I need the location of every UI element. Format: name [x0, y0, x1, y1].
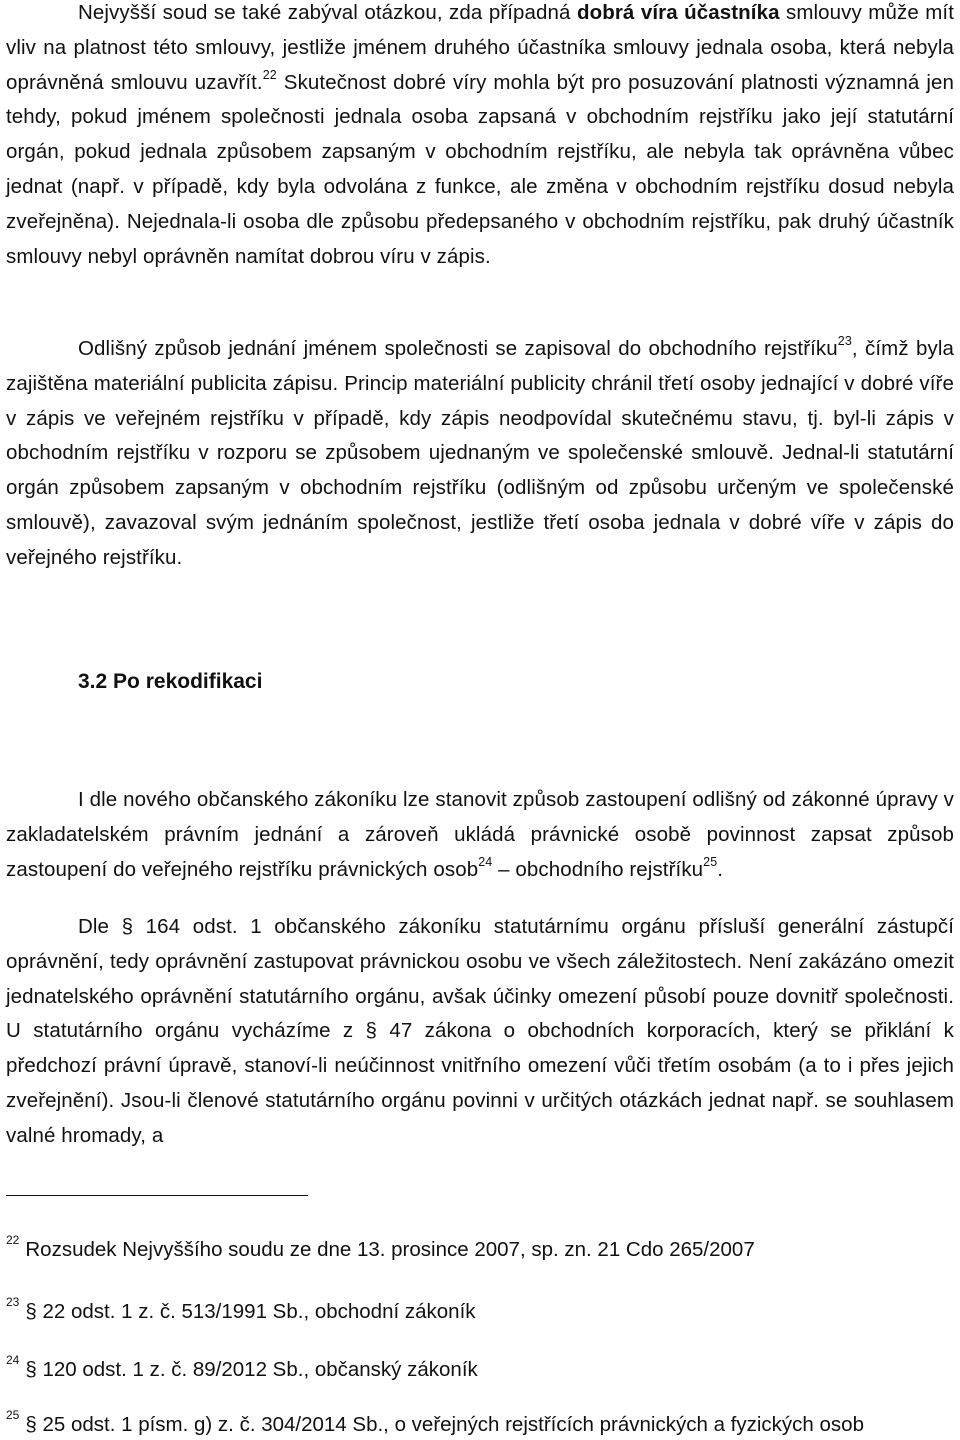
- footnote-text: Rozsudek Nejvyššího soudu ze dne 13. prosince 2007, sp. zn. 21 Cdo 265/2007: [25, 1238, 755, 1261]
- footnote-23: [6, 1297, 476, 1327]
- footnote-number: 22: [6, 1233, 20, 1248]
- paragraph-text: Skutečnost dobré víry mohla být pro posuzování platnosti významná jen tehdy, pokud jménem společnosti jednala osoba zapsaná v obchodním rejstříku jako její statutární orgán, pokud jednala způsobem zapsaným v obchodním rejstříku, ale nebyla tak oprávněna vůbec jednat (např. v případě, kdy byla odvolána z funkce, ale změna v obchodním rejstříku dosud nebyla zveřejněna). Nejednala-li osoba dle způsobu předepsaného v obchodním rejstříku, pak druhý účastník smlouvy nebyl oprávněn namítat dobrou víru v zápis.: [6, 70, 954, 268]
- footnote-ref-22[interactable]: 22: [262, 67, 277, 82]
- footnote-ref-25[interactable]: 25: [703, 854, 718, 869]
- paragraph-text: Odlišný způsob jednání jménem společnosti se zapisoval do obchodního rejstříku: [78, 337, 838, 360]
- section-heading: [78, 665, 262, 699]
- footnote-ref-23[interactable]: 23: [837, 334, 852, 349]
- section-number: 3.2: [78, 670, 108, 693]
- footnote-separator: [6, 1195, 308, 1196]
- paragraph-statutory-body: Dle § 164 odst. 1 občanského zákoníku statutárnímu orgánu přísluší generální zástupčí oprávnění, tedy oprávnění zastupovat právnickou osobu ve všech záležitostech. Není zakázáno omezit jednatelského oprávnění statutárního orgánu, avšak účinky omezení působí pouze dovnitř společnosti. U statutárního orgánu vycházíme z § 47 zákona o obchodních korporacích, který se přiklání k předchozí právní úpravě, stanoví-li neúčinnost vnitřního omezení vůči třetím osobám (a to i přes jejich zveřejnění). Jsou-li členové statutárního orgánu povinni v určitých otázkách jednat např. se souhlasem valné hromady, a: [6, 915, 954, 1147]
- section-title: Po rekodifikaci: [113, 670, 263, 693]
- paragraph-text: Nejvyšší soud se také zabýval otázkou, zda případná: [78, 1, 577, 24]
- footnote-24: [6, 1355, 478, 1385]
- footnote-number: 25: [6, 1408, 20, 1423]
- paragraph-text: – obchodního rejstříku: [492, 857, 704, 881]
- footnote-22: [6, 1235, 755, 1265]
- paragraph-publicity: [6, 332, 954, 576]
- paragraph-recodification: [6, 783, 954, 887]
- bold-term: dobrá víra účastníka: [576, 1, 780, 24]
- footnote-number: 24: [6, 1353, 20, 1368]
- footnote-25: [6, 1410, 864, 1440]
- paragraph-text: smlouvy může mít vliv na platnost této smlouvy, jestliže jménem druhého účastníka smlouvy jednala osoba, která nebyla oprávněná smlouvu uzavřít.: [6, 1, 954, 94]
- paragraph-text: .: [717, 857, 724, 881]
- paragraph-text: I dle nového občanského zákoníku lze stanovit způsob zastoupení odlišný od zákonné úpravy v zakladatelském právním jednání a zároveň ukládá právnické osobě povinnost zapsat způsob zastoupení do veřejného rejstříku právnických osob: [6, 788, 954, 881]
- footnote-text: § 25 odst. 1 písm. g) z. č. 304/2014 Sb., o veřejných rejstřících právnických a fyzických osob: [25, 1413, 864, 1436]
- footnote-ref-24[interactable]: 24: [478, 854, 493, 869]
- footnote-text: § 120 odst. 1 z. č. 89/2012 Sb., občanský zákoník: [25, 1358, 478, 1381]
- paragraph-text: , čímž byla zajištěna materiální publicita zápisu. Princip materiální publicity chránil třetí osoby jednající v dobré víře v zápis ve veřejném rejstříku v případě, kdy zápis neodpovídal skutečnému stavu, tj. byl-li zápis v obchodním rejstříku v rozporu se způsobem ujednaným ve společenské smlouvě. Jednal-li statutární orgán způsobem zapsaným v obchodním rejstříku (odlišným od způsobu určeným ve společenské smlouvě), zavazoval svým jednáním společnost, jestliže třetí osoba jednala v dobré víře v zápis do veřejného rejstříku.: [6, 337, 954, 569]
- footnote-text: § 22 odst. 1 z. č. 513/1991 Sb., obchodní zákoník: [25, 1300, 476, 1323]
- paragraph-good-faith: [6, 0, 954, 274]
- footnote-number: 23: [6, 1295, 20, 1310]
